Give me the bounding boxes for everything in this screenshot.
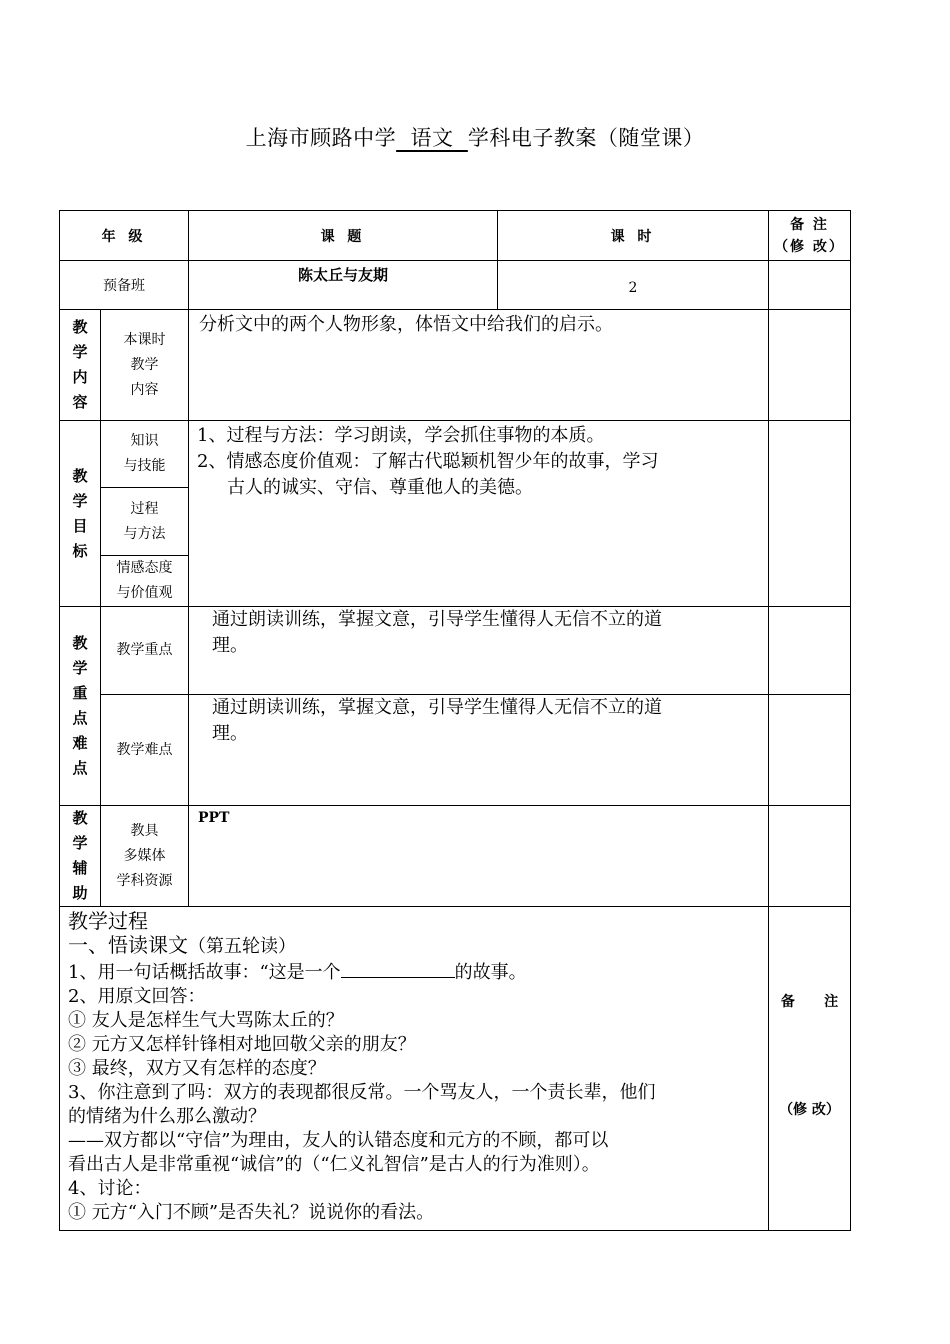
info-row <box>60 261 851 310</box>
goals-sublabel-process <box>101 488 189 556</box>
q1-after: 的故事。 <box>454 962 527 983</box>
keypoints-label-char: 学 <box>72 659 88 677</box>
process-cell <box>60 907 769 1231</box>
process-section-note: （第五轮读） <box>188 936 296 957</box>
process-note-line2: （修 改） <box>779 1102 840 1118</box>
goals-line-3: 古人的诚实、守信、尊重他人的美德。 <box>227 477 533 498</box>
keypoints-label-char: 教 <box>72 634 88 652</box>
content-row <box>60 310 851 421</box>
process-q3-line1: 3、你注意到了吗：双方的表现都很反常。一个骂友人，一个责长辈，他们 <box>68 1082 656 1103</box>
focus-row <box>60 607 851 695</box>
goals-label-char: 标 <box>72 541 88 560</box>
process-section-title: 一、悟读课文 <box>68 933 188 957</box>
aids-sublabel-line: 多媒体 <box>123 847 166 864</box>
title-subject: 语文 <box>396 126 468 150</box>
title-suffix: 学科电子教案（随堂课） <box>467 126 705 150</box>
process-q1 <box>68 959 760 985</box>
keypoints-label <box>60 607 101 806</box>
focus-note-cell <box>769 607 851 695</box>
keypoints-label-char: 重 <box>72 684 88 702</box>
aids-sublabel <box>101 806 189 907</box>
header-topic: 课 题 <box>189 211 498 261</box>
process-row <box>60 907 851 1231</box>
aids-note-cell <box>769 806 851 907</box>
process-q2b: ② 元方又怎样针锋相对地回敬父亲的朋友？ <box>68 1034 416 1055</box>
goals-sublabel-knowledge <box>101 421 189 488</box>
grade-value: 预备班 <box>60 261 189 310</box>
goals-label-char: 学 <box>72 491 88 510</box>
goals-label-char: 目 <box>72 516 88 535</box>
content-note-cell <box>769 310 851 421</box>
content-label-char: 容 <box>72 393 88 411</box>
header-grade: 年 级 <box>60 211 189 261</box>
aids-row <box>60 806 851 907</box>
difficulty-text <box>189 695 769 806</box>
focus-line-2: 理。 <box>212 635 248 656</box>
goals-line-1: 1、过程与方法：学习朗读，学会抓住事物的本质。 <box>197 425 605 446</box>
goals-label <box>60 421 101 607</box>
goals-text <box>189 421 769 607</box>
content-sublabel <box>101 310 189 421</box>
aids-sublabel-line: 教具 <box>130 822 159 839</box>
keypoints-label-char: 点 <box>72 709 88 727</box>
process-q3-line2: 的情绪为什么那么激动？ <box>68 1106 266 1127</box>
process-section <box>68 933 760 959</box>
aids-text: PPT <box>189 806 769 907</box>
keypoints-label-char: 点 <box>72 759 88 777</box>
content-label-char: 教 <box>72 318 88 336</box>
process-heading: 教学过程 <box>68 909 148 933</box>
process-q4: 4、讨论： <box>68 1178 152 1199</box>
content-sublabel-line: 内容 <box>130 381 159 398</box>
process-q3-line4: 看出古人是非常重视“诚信”的（“仁义礼智信”是古人的行为准则）。 <box>68 1154 600 1175</box>
process-q4a: ① 元方“入门不顾”是否失礼？说说你的看法。 <box>68 1202 435 1223</box>
goals-sublabel-line: 与方法 <box>123 525 166 542</box>
header-period: 课 时 <box>498 211 769 261</box>
header-note-line1: 备 注 <box>790 216 829 233</box>
focus-text <box>189 607 769 695</box>
process-q2a: ① 友人是怎样生气大骂陈太丘的？ <box>68 1010 344 1031</box>
header-row <box>60 211 851 261</box>
difficulty-line-2: 理。 <box>212 723 248 744</box>
goals-sublabel-line: 与价值观 <box>116 585 173 601</box>
content-text: 分析文中的两个人物形象，体悟文中给我们的启示。 <box>189 310 769 421</box>
info-note-cell <box>769 261 851 310</box>
process-note <box>769 907 851 1231</box>
aids-label <box>60 806 101 907</box>
aids-label-char: 助 <box>72 884 88 902</box>
goals-sublabel-line: 与技能 <box>123 458 166 474</box>
goals-sublabel-line: 情感态度 <box>116 560 173 576</box>
answer-blank <box>341 959 455 978</box>
focus-label: 教学重点 <box>101 607 189 695</box>
header-note <box>769 211 851 261</box>
aids-label-char: 辅 <box>72 859 88 877</box>
keypoints-label-char: 难 <box>72 734 88 752</box>
difficulty-line-1: 通过朗读训练，掌握文意，引导学生懂得人无信不立的道 <box>212 697 662 718</box>
goals-row-1 <box>60 421 851 488</box>
topic-value: 陈太丘与友期 <box>189 261 498 310</box>
content-sublabel-line: 教学 <box>130 356 159 373</box>
process-q2c: ③ 最终，双方又有怎样的态度？ <box>68 1058 326 1079</box>
q1-before: 1、用一句话概括故事：“这是一个 <box>68 962 341 983</box>
process-q2: 2、用原文回答： <box>68 986 206 1007</box>
header-note-line2: （修 改） <box>774 238 845 255</box>
aids-sublabel-line: 学科资源 <box>116 872 173 889</box>
aids-label-char: 教 <box>72 809 88 827</box>
difficulty-row <box>60 695 851 806</box>
goals-label-char: 教 <box>72 466 88 485</box>
content-label-char: 学 <box>72 343 88 361</box>
content-sublabel-line: 本课时 <box>123 331 166 348</box>
content-label <box>60 310 101 421</box>
page-title <box>0 122 950 152</box>
goals-sublabel-line: 知识 <box>130 433 159 449</box>
goals-line-2: 2、情感态度价值观：了解古代聪颖机智少年的故事，学习 <box>197 451 659 472</box>
period-value: 2 <box>498 261 769 310</box>
title-prefix: 上海市顾路中学 <box>245 126 397 150</box>
difficulty-note-cell <box>769 695 851 806</box>
content-label-char: 内 <box>72 368 88 386</box>
goals-note-cell <box>769 421 851 607</box>
aids-label-char: 学 <box>72 834 88 852</box>
process-q3-line3: ——双方都以“守信”为理由，友人的认错态度和元方的不顾，都可以 <box>68 1130 609 1151</box>
goals-sublabel-attitude <box>101 556 189 607</box>
process-note-line1: 备 注 <box>780 994 839 1010</box>
focus-line-1: 通过朗读训练，掌握文意，引导学生懂得人无信不立的道 <box>212 609 662 630</box>
goals-sublabel-line: 过程 <box>130 500 159 517</box>
lesson-plan-table <box>59 210 851 1231</box>
difficulty-label: 教学难点 <box>101 695 189 806</box>
